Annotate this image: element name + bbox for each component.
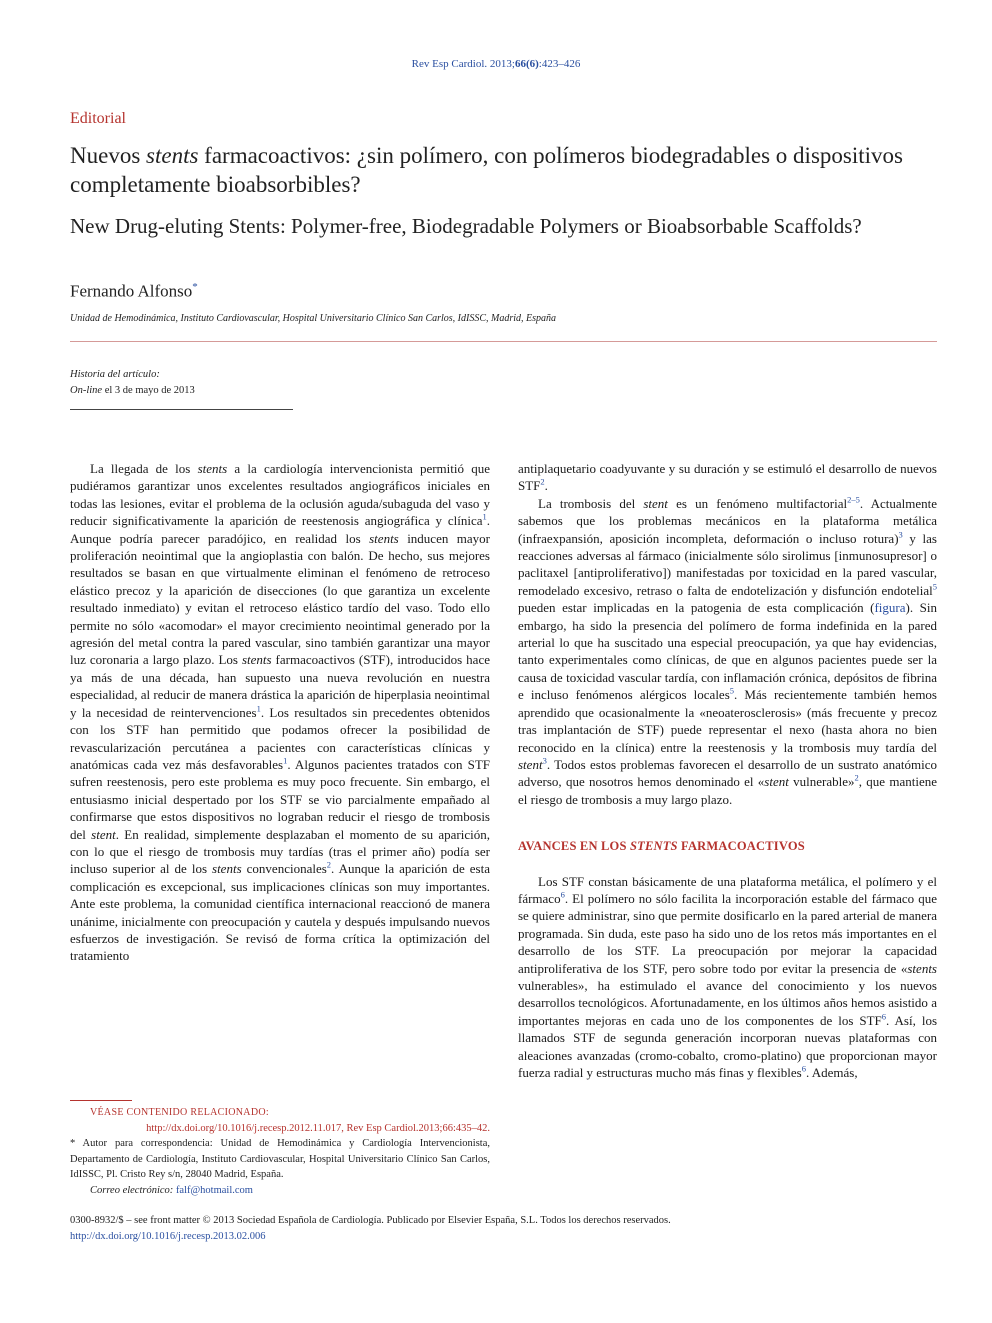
body-column-right xyxy=(518,460,937,1081)
citation-link[interactable]: 2 xyxy=(326,860,332,871)
footnote-divider xyxy=(70,1100,132,1101)
title-es-part2: farmacoactivos: ¿sin polímero, con polímeros biodegradables o dispositivos completamente bioabsorbibles? xyxy=(70,143,903,197)
paragraph: antiplaquetario coadyuvante y su duración y se estimuló el desarrollo de nuevos STF$^2$. xyxy=(518,461,937,494)
citation-link[interactable]: 2 xyxy=(854,772,859,783)
figure-link[interactable]: figura xyxy=(874,600,906,616)
header-divider xyxy=(70,341,937,342)
article-title-en: New Drug-eluting Stents: Polymer-free, Biodegradable Polymers or Bioabsorbable Scaffolds? xyxy=(70,214,862,238)
history-divider xyxy=(70,409,293,410)
citation-link[interactable]: 1 xyxy=(482,511,487,522)
citation-link[interactable]: 2 xyxy=(540,477,545,488)
journal-citation-volume: 66(6) xyxy=(514,58,539,70)
related-doi-link[interactable]: http://dx.doi.org/10.1016/j.recesp.2012.11.017, Rev Esp Cardiol.2013;66:435–42. xyxy=(146,1122,490,1134)
paragraph: Los STF constan básicamente de una plataforma metálica, el polímero y el fármaco$^6$. El polímero no sólo facilita la incorporación estable del fármaco que se quiere administrar, sino que permite dosificarlo en la pared arterial de manera programada. Sin duda, este paso ha sido uno de los retos más importantes en el desarrollo de los STF. La preocupación por mejorar la capacidad antiproliferativa de los STF, pero sobre todo por evitar la presencia de «stents vulnerables», ha estimulado el avance del conocimiento y los nuevos desarrollos tecnológicos. Afortunadamente, en los últimos años hemos asistido a importantes mejoras en cada uno de los componentes de los STF$^6$. Así, los llamados STF de segunda generación incorporan nuevas plataformas con aleaciones avanzadas (cromo-cobalto, cromo-platino) que proporcionan mayor fuerza radial y estructuras mucho más finas y flexibles$^6$. Además, xyxy=(518,873,938,1080)
email-link[interactable]: falf@hotmail.com xyxy=(175,1184,253,1196)
citation-link[interactable]: 6 xyxy=(560,889,565,900)
title-es-part1: Nuevos xyxy=(70,143,147,168)
see-also-label: VÉASE CONTENIDO RELACIONADO: xyxy=(90,1107,269,1118)
page-footer xyxy=(70,1213,940,1245)
history-online-date: el 3 de mayo de 2013 xyxy=(102,385,195,396)
history-online-label: On-line xyxy=(70,385,103,396)
body-column-left xyxy=(70,460,490,965)
citation-link[interactable]: 5 xyxy=(932,581,937,592)
article-title-es xyxy=(70,141,930,199)
email-label: Correo electrónico: xyxy=(90,1184,174,1196)
citation-link[interactable]: 5 xyxy=(729,685,735,696)
author xyxy=(70,281,198,302)
affiliation: Unidad de Hemodinámica, Instituto Cardiovascular, Hospital Universitario Clínico San Carlos, IdISSC, Madrid, España xyxy=(70,313,557,324)
journal-citation-pre: Rev Esp Cardiol. 2013; xyxy=(411,58,515,70)
paragraph: La llegada de los stents a la cardiología intervencionista permitió que pudiéramos garantizar unos excelentes resultados angiográficos iniciales en todas las lesiones, evitar el problema de la oclusión aguda/subaguda del vaso y reducir significativamente la aparición de reestenosis angiográfica y clínica$^1$. Aunque podría parecer paradójico, en realidad los stents inducen mayor proliferación neointimal que la angioplastia con balón. De hecho, sus mejores resultados se basan en que virtualmente eliminan el fenómeno de retroceso elástico precoz y la aparición de disecciones (lo que garantiza un excelente resultado inmediato) y evitan el retroceso elástico tardío del vaso. Todo ello permite no sólo «acomodar» el mayor crecimiento neointimal generado por la agresión del metal contra la pared vascular, sino también garantizar una mayor luz coronaria a largo plazo. Los stents farmacoactivos (STF), introducidos hace ya más de una década, han supuesto una nueva revolución en nuestra especialidad, al reducir de manera drástica la aparición de hiperplasia neointimal y la necesidad de reintervenciones$^1$. Los resultados sin precedentes obtenidos con los STF han permitido que podamos ofrecer la posibilidad de revascularización percutánea a pacientes con características clínicas y anatómicas cada vez más desfavorables$^1$. Algunos pacientes tratados con STF sufren reestenosis, pero este problema es muy poco frecuente. Sin embargo, el entusiasmo inicial despertado por los STF se vio parcialmente empañado al confirmarse que estos dispositivos no lograban reducir el riesgo de trombosis del stent. En realidad, simplemente desplazaban el momento de su aparición, con lo que el riesgo de trombosis muy tardías (tras el primer año) podía ser incluso superior al de los stents convencionales$^2$. Aunque la aparición de esta complicación es excepcional, sus implicaciones clínicas son muy importantes. Ante este problema, la comunidad científica internacional reaccionó de manera unánime, inicialmente con preocupación y cautela y después impulsando nuevos esfuerzos de investigación. Se revisó de forma crítica la optimización del tratamiento xyxy=(70,461,490,964)
citation-link[interactable]: 3 xyxy=(542,755,547,766)
journal-citation-pages: :423–426 xyxy=(538,58,581,70)
footnotes xyxy=(70,1105,490,1198)
paragraph: La trombosis del stent es un fenómeno multifactorial$^{2-5}$. Actualmente sabemos que los problemas mecánicos en la plataforma metálica (infraexpansión, aposición incompleta, deformación o incluso rotura)$^3$ y las reacciones adversas al fármaco (inicialmente sólo sirolimus [inmunosupresor] o paclitaxel [antiproliferativo]) manifestadas por toxicidad en la pared vascular, remodelado excesivo, retraso o falta de endotelización y disfunción endotelial$^5$ pueden estar implicadas en la patogenia de esta complicación (figura). Sin embargo, ha sido la presencia del polímero de forma indefinida en la pared arterial lo que ha suscitado una especial preocupación, ya que hay evidencias, tanto experimentales como clínicas, de que en algunos pacientes puede ser la causa de toxicidad vascular tardía, con inflamación crónica, depósitos de fibrina e incluso fenómenos alérgicos locales$^5$. Más recientemente también hemos aprendido que ocasionalmente la «neoaterosclerosis» (más frecuente y precoz tras implantación de STF) puede representar el nexo (hasta ahora no bien reconocido en la clínica) entre la reestenosis y la trombosis muy tardía del stent$^3$. Todos estos problemas favorecen el desarrollo de un sustrato anatómico adverso, que nosotros hemos denominado el «stent vulnerable»$^2$, que mantiene el riesgo de trombosis a muy largo plazo. xyxy=(518,494,937,807)
section-label: Editorial xyxy=(70,110,126,127)
article-doi-link[interactable]: http://dx.doi.org/10.1016/j.recesp.2013.02.006 xyxy=(70,1231,266,1242)
history-label: Historia del artículo: xyxy=(70,369,160,380)
correspondence-note: * Autor para correspondencia: Unidad de Hemodinámica y Cardiología Intervencionista, Departamento de Cardiología, Instituto Cardiovascular, Hospital Universitario Clínico San Carlos, IdISSC, Pl. Cristo Rey s/n, 28040 Madrid, España. xyxy=(70,1138,490,1180)
citation-link[interactable]: 2–5 xyxy=(847,494,860,505)
article-history xyxy=(70,367,195,399)
section-heading: AVANCES EN LOS STENTS FARMACOACTIVOS xyxy=(518,839,805,854)
citation-link[interactable]: 1 xyxy=(256,703,261,714)
citation-link[interactable]: 6 xyxy=(881,1011,887,1022)
citation-link[interactable]: 6 xyxy=(801,1063,806,1074)
journal-citation xyxy=(0,58,992,70)
copyright: 0300-8932/$ – see front matter © 2013 Sociedad Española de Cardiología. Publicado por Elsevier España, S.L. Todos los derechos reservados. xyxy=(70,1215,671,1226)
author-name: Fernando Alfonso xyxy=(70,281,193,301)
title-es-italic: stents xyxy=(146,143,199,168)
author-mark-link[interactable]: * xyxy=(192,281,198,293)
citation-link[interactable]: 3 xyxy=(898,529,903,540)
citation-link[interactable]: 1 xyxy=(283,755,288,766)
